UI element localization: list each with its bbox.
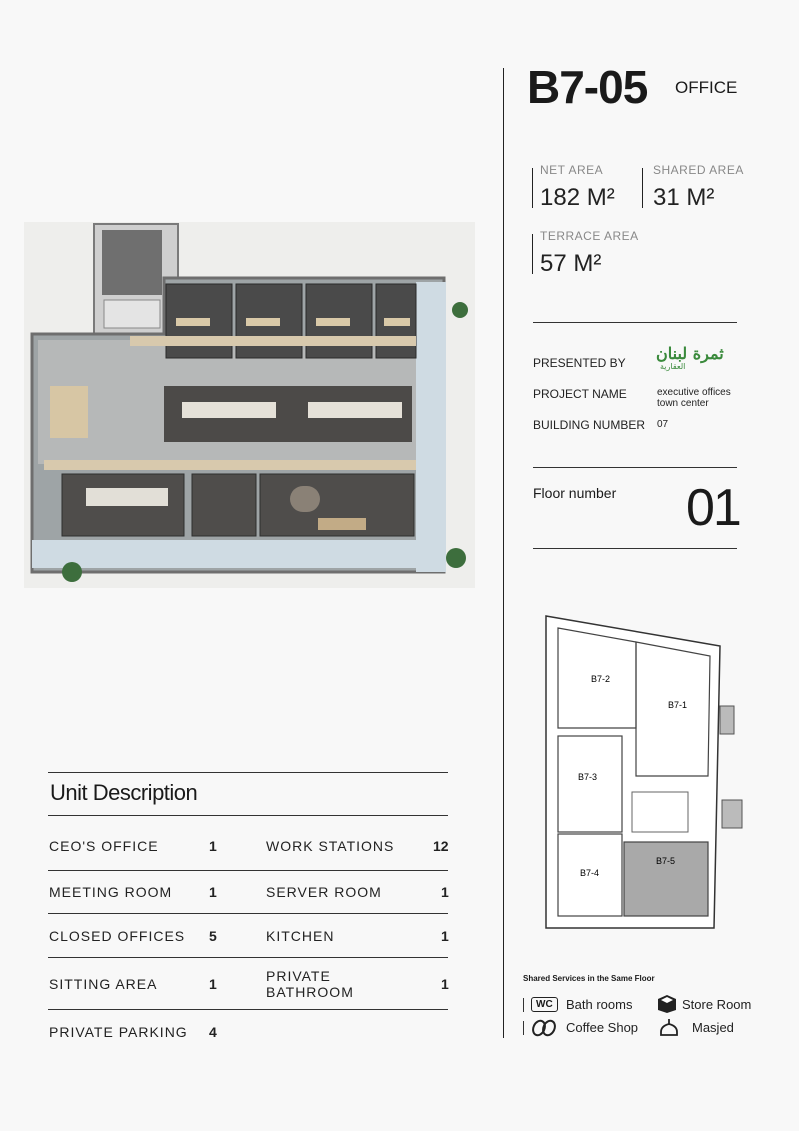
shared-services-title: Shared Services in the Same Floor [523, 974, 655, 983]
desc-label: MEETING ROOM [49, 884, 173, 900]
terrace-area-label: TERRACE AREA [540, 229, 639, 243]
developer-logo: ثمرة لبنان [656, 344, 724, 363]
developer-logo-subtext: العقارية [660, 362, 686, 371]
desc-value: 12 [433, 838, 449, 854]
store-room-icon [657, 994, 677, 1014]
floor-number: 01 [686, 479, 740, 537]
project-name-line1: executive offices [657, 387, 731, 398]
desc-label: SERVER ROOM [266, 884, 382, 900]
key-plan-label: B7-3 [578, 772, 598, 782]
shared-area-label: SHARED AREA [653, 163, 744, 177]
divider [533, 322, 737, 323]
desc-value: 1 [441, 976, 449, 992]
service-store-room: Store Room [682, 997, 752, 1012]
key-plan-label: B7-5 [656, 856, 676, 866]
vertical-divider [503, 68, 504, 1038]
desc-value: 1 [441, 928, 449, 944]
unit-description-title: Unit Description [50, 780, 198, 805]
divider [48, 870, 448, 871]
net-area-label: NET AREA [540, 163, 604, 177]
unit-code: B7-05 [527, 61, 648, 113]
desc-value: 1 [441, 884, 449, 900]
desc-label: CEO'S OFFICE [49, 838, 159, 854]
desc-value: 5 [209, 928, 217, 944]
desc-label: CLOSED OFFICES [49, 928, 186, 944]
divider [533, 467, 737, 468]
desc-label: BATHROOM [266, 984, 354, 1000]
terrace-area-value: 57 M² [540, 250, 602, 277]
desc-label: SITTING AREA [49, 976, 158, 992]
divider [523, 998, 524, 1012]
key-plan-label: B7-1 [668, 700, 688, 710]
service-coffee-shop: Coffee Shop [566, 1020, 639, 1035]
divider [48, 815, 448, 816]
service-bath-rooms: Bath rooms [566, 997, 633, 1012]
service-masjed: Masjed [692, 1020, 734, 1035]
desc-label: WORK STATIONS [266, 838, 395, 854]
wc-icon: WC [531, 997, 558, 1012]
desc-label: PRIVATE [266, 968, 331, 984]
shared-area-value: 31 M² [653, 184, 715, 211]
desc-label: PRIVATE PARKING [49, 1024, 188, 1040]
area-divider [642, 168, 643, 208]
presented-by-label: PRESENTED BY [533, 356, 626, 370]
desc-value: 1 [209, 838, 217, 854]
key-plan-label: B7-4 [580, 868, 600, 878]
key-plan [536, 610, 744, 932]
divider [48, 913, 448, 914]
key-plan-label: B7-2 [591, 674, 611, 684]
building-number-label: BUILDING NUMBER [533, 418, 646, 432]
desc-value: 1 [209, 976, 217, 992]
unit-type: OFFICE [675, 78, 738, 97]
desc-value: 4 [209, 1024, 217, 1040]
divider [523, 1021, 524, 1035]
key-plan-unit-b7-5 [624, 842, 708, 916]
divider [48, 957, 448, 958]
floor-plan-render [24, 222, 475, 588]
project-name-label: PROJECT NAME [533, 387, 627, 401]
coffee-bean-icon [532, 1019, 556, 1037]
divider [48, 772, 448, 773]
desc-label: KITCHEN [266, 928, 335, 944]
divider [533, 548, 737, 549]
area-divider [532, 234, 533, 274]
area-divider [532, 168, 533, 208]
project-name-line2: town center [657, 398, 709, 409]
mosque-icon [657, 1017, 681, 1037]
divider [48, 1009, 448, 1010]
floor-number-label: Floor number [533, 485, 617, 501]
building-number: 07 [657, 419, 669, 430]
net-area-value: 182 M² [540, 184, 615, 211]
desc-value: 1 [209, 884, 217, 900]
